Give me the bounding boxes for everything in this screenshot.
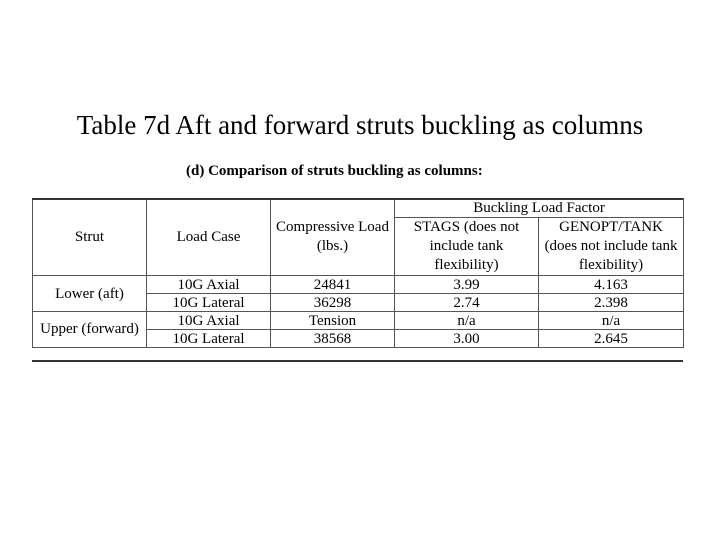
load-case-cell: 10G Lateral [147, 330, 271, 348]
load-cell: 38568 [271, 330, 395, 348]
header-load-case: Load Case [147, 199, 271, 276]
load-case-cell: 10G Axial [147, 312, 271, 330]
genopt-cell: n/a [539, 312, 684, 330]
header-buckling-load-factor: Buckling Load Factor [395, 199, 684, 218]
stags-cell: n/a [395, 312, 539, 330]
strut-cell: Upper (forward) [33, 312, 147, 348]
genopt-cell: 2.645 [539, 330, 684, 348]
load-case-cell: 10G Lateral [147, 294, 271, 312]
header-strut: Strut [33, 199, 147, 276]
load-case-cell: 10G Axial [147, 276, 271, 294]
header-genopt: GENOPT/TANK (does not include tank flexibility) [539, 218, 684, 276]
header-stags: STAGS (does not include tank flexibility) [395, 218, 539, 276]
struts-buckling-table [32, 198, 684, 348]
header-row [33, 199, 684, 218]
stags-cell: 3.99 [395, 276, 539, 294]
genopt-cell: 4.163 [539, 276, 684, 294]
stags-cell: 3.00 [395, 330, 539, 348]
slide-title: Table 7d Aft and forward struts buckling as columns [76, 110, 644, 140]
stags-cell: 2.74 [395, 294, 539, 312]
header-compressive-load: Compressive Load (lbs.) [271, 199, 395, 276]
table-caption: (d) Comparison of struts buckling as columns: [186, 163, 483, 179]
load-cell: 36298 [271, 294, 395, 312]
load-cell: 24841 [271, 276, 395, 294]
genopt-cell: 2.398 [539, 294, 684, 312]
table-row [33, 276, 684, 294]
table-row [33, 312, 684, 330]
strut-cell: Lower (aft) [33, 276, 147, 312]
load-cell: Tension [271, 312, 395, 330]
